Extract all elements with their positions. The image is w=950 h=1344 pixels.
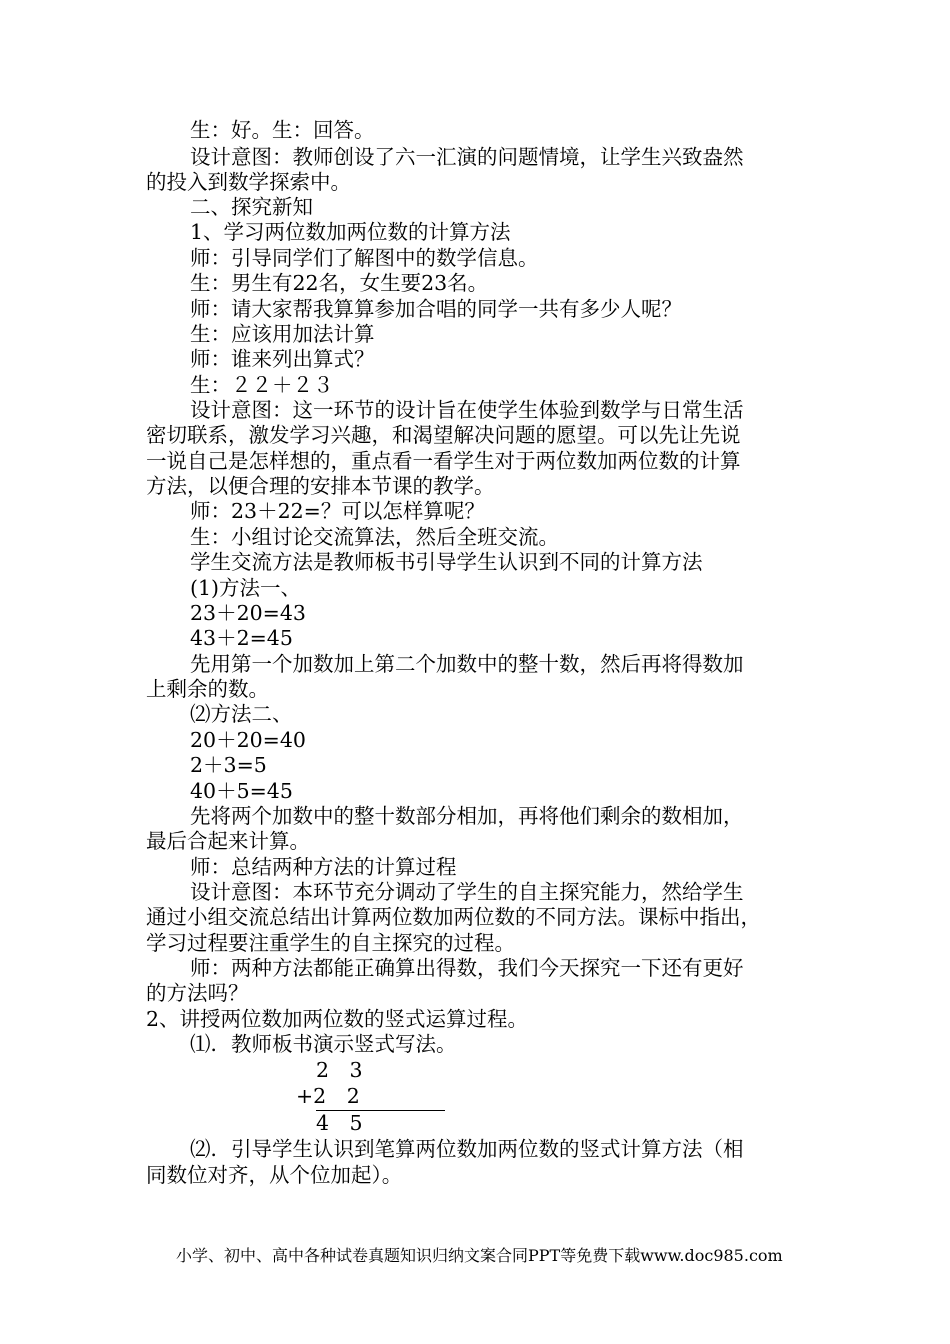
text-line-18: 学生交流方法是教师板书引导学生认识到不同的计算方法 <box>190 550 703 574</box>
text-line-39: 同数位对齐，从个位加起）。 <box>146 1163 403 1187</box>
text-line-17: 生：小组讨论交流算法，然后全班交流。 <box>190 525 559 549</box>
text-line-31: 设计意图：本环节充分调动了学生的自主探究能力，然给学生 <box>190 880 744 904</box>
text-line-15: 方法，以便合理的安排本节课的教学。 <box>146 474 495 498</box>
text-line-23: 上剩余的数。 <box>146 677 269 701</box>
vertical-calc-result: 4 5 <box>316 1111 363 1135</box>
text-line-16: 师：23＋22=？可以怎样算呢？ <box>190 499 485 523</box>
text-line-22: 先用第一个加数加上第二个加数中的整十数，然后再将得数加 <box>190 652 744 676</box>
text-line-32: 通过小组交流总结出计算两位数加两位数的不同方法。课标中指出， <box>146 905 761 929</box>
text-line-12: 设计意图：这一环节的设计旨在使学生体验到数学与日常生活 <box>190 398 744 422</box>
text-line-35: 的方法吗？ <box>146 981 249 1005</box>
text-line-11: 生：２２＋２３ <box>190 373 334 397</box>
text-line-21: 43＋2=45 <box>190 626 293 650</box>
text-line-33: 学习过程要注重学生的自主探究的过程。 <box>146 931 515 955</box>
text-line-2: 设计意图：教师创设了六一汇演的问题情境，让学生兴致盎然 <box>190 145 744 169</box>
text-line-24: ⑵方法二、 <box>190 702 293 726</box>
text-line-38: ⑵．引导学生认识到笔算两位数加两位数的竖式计算方法（相 <box>190 1137 744 1161</box>
text-line-26: 2＋3=5 <box>190 753 267 777</box>
text-line-14: 一说自己是怎样想的，重点看一看学生对于两位数加两位数的计算 <box>146 449 741 473</box>
text-line-6: 师：引导同学们了解图中的数学信息。 <box>190 246 539 270</box>
text-line-19: (1)方法一、 <box>190 576 302 600</box>
vertical-calc-row-2: +2 2 <box>296 1084 360 1108</box>
text-line-34: 师：两种方法都能正确算出得数，我们今天探究一下还有更好 <box>190 956 744 980</box>
text-line-1: 生：好。生：回答。 <box>190 118 375 142</box>
text-line-36: 2、讲授两位数加两位数的竖式运算过程。 <box>146 1007 529 1031</box>
text-line-10: 师：谁来列出算式？ <box>190 347 375 371</box>
text-line-5: 1、学习两位数加两位数的计算方法 <box>190 220 511 244</box>
vertical-calc-row-1: 2 3 <box>316 1058 363 1082</box>
footer-text: 小学、初中、高中各种试卷真题知识归纳文案合同PPT等免费下载www.doc985.com <box>176 1246 783 1265</box>
text-line-7: 生：男生有22名，女生要23名。 <box>190 271 489 295</box>
text-line-37: ⑴．教师板书演示竖式写法。 <box>190 1032 457 1056</box>
text-line-8: 师：请大家帮我算算参加合唱的同学一共有多少人呢？ <box>190 297 682 321</box>
text-line-30: 师：总结两种方法的计算过程 <box>190 855 457 879</box>
text-line-27: 40＋5=45 <box>190 779 293 803</box>
text-line-13: 密切联系，激发学习兴趣，和渴望解决问题的愿望。可以先让先说 <box>146 423 741 447</box>
text-line-28: 先将两个加数中的整十数部分相加，再将他们剩余的数相加， <box>190 804 744 828</box>
text-line-20: 23＋20=43 <box>190 601 306 625</box>
text-line-3: 的投入到数学探索中。 <box>146 170 351 194</box>
text-line-4: 二、探究新知 <box>190 195 313 219</box>
text-line-25: 20＋20=40 <box>190 728 306 752</box>
text-line-29: 最后合起来计算。 <box>146 829 310 853</box>
text-line-9: 生：应该用加法计算 <box>190 322 375 346</box>
